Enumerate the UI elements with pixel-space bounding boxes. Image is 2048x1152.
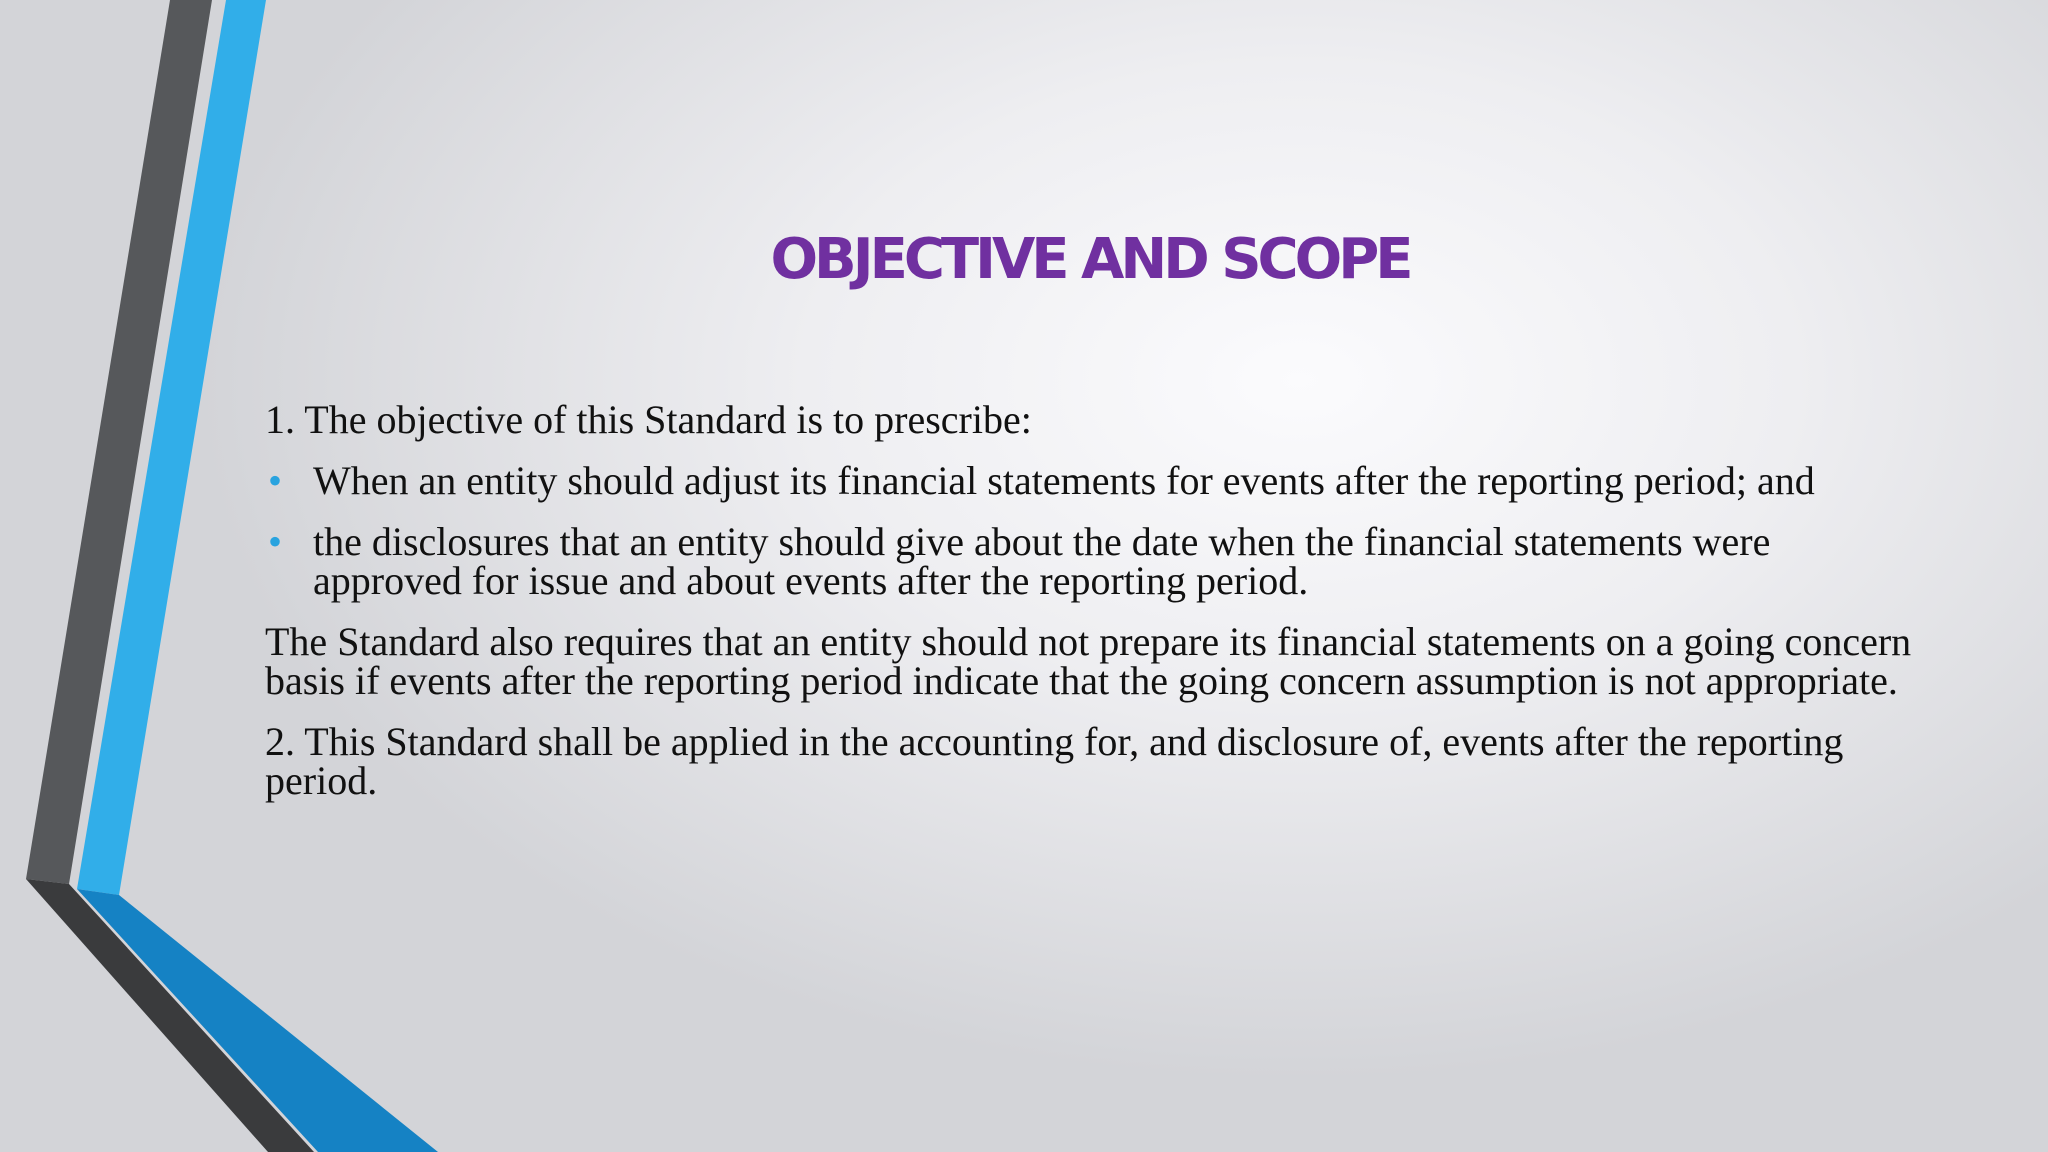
going-concern-paragraph: The Standard also requires that an entity should not prepare its financial statements on a going concern basis if events after the reporting period indicate that the going concern assumption is not appropriate. — [265, 619, 1912, 703]
dark-lower-stripe — [26, 879, 314, 1152]
scope-paragraph: 2. This Standard shall be applied in the accounting for, and disclosure of, events after the reporting period. — [265, 719, 1844, 803]
bullet-item-disclosures — [265, 519, 1925, 603]
objective-intro: 1. The objective of this Standard is to prescribe: — [265, 397, 1032, 442]
bullet-item-adjust — [265, 458, 1925, 503]
slide-title: OBJECTIVE AND SCOPE — [770, 227, 1410, 292]
bullet-dot-icon: • — [268, 519, 283, 564]
bullet-text: When an entity should adjust its financial statements for events after the reporting period; and — [313, 458, 1815, 503]
bullet-dot-icon: • — [268, 458, 283, 503]
bullet-text: the disclosures that an entity should give about the date when the financial statements were approved for issue and about events after the reporting period. — [313, 519, 1771, 603]
slide-body — [265, 397, 1925, 822]
